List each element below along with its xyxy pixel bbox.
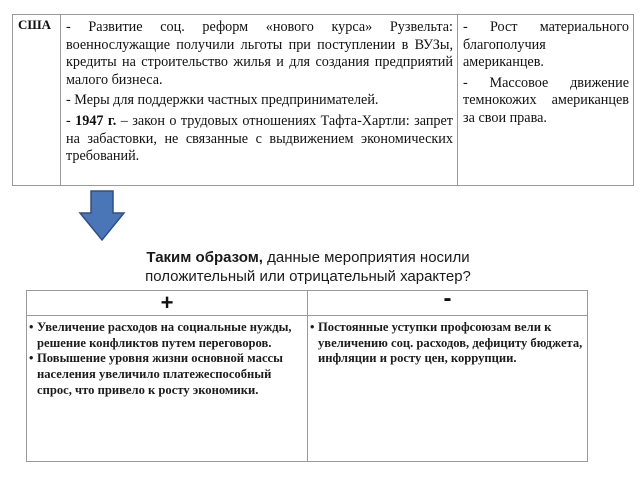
measure-item-2: - Меры для поддержки частных предпринимателей. [66,92,379,109]
measure-item-3-text: – закон о трудовых отношениях Тафта-Хартли: запрет на забастовки, не связанные с выдвижением экономических требований. [66,112,454,165]
down-arrow-icon [78,190,126,242]
positives-list [29,320,305,399]
list-item: • Увеличение расходов на социальные нужды, решение конфликтов путем переговоров. [29,320,305,351]
result-item-2: - Массовое движение темнокожих американцев за свои права. [463,74,629,126]
measures-text [66,19,453,169]
measure-item-3-year: 1947 г. [75,112,117,129]
results-text [463,19,629,131]
plus-header: + [160,290,174,315]
conclusion-bold: Таким образом, [146,249,263,266]
list-item: • Постоянные уступки профсоюзам вели к увеличению соц. расходов, дефициту бюджета, инфляции и росту цен, коррупции. [310,320,586,367]
conclusion-rest: данные мероприятия носили положительный или отрицательный характер? [145,249,471,285]
country-label: США [18,17,52,32]
list-item: • Повышение уровня жизни основной массы населения увеличило платежеспособный спрос, что привело к росту экономики. [29,351,305,398]
conclusion-question [108,248,508,286]
measure-item-3-prefix: - [66,112,76,129]
negatives-list [310,320,586,367]
result-item-1: - Рост материального благополучия американцев. [463,19,629,71]
table-cell-country [12,14,61,186]
measure-item-3 [66,113,453,166]
minus-header: - [443,285,452,312]
measure-item-1: - Развитие соц. реформ «нового курса» Рузвельта: военнослужащие получили льготы при поступлении в ВУЗы, кредиты на строительство жилья и для создания предприятий малого бизнеса. [66,19,453,88]
